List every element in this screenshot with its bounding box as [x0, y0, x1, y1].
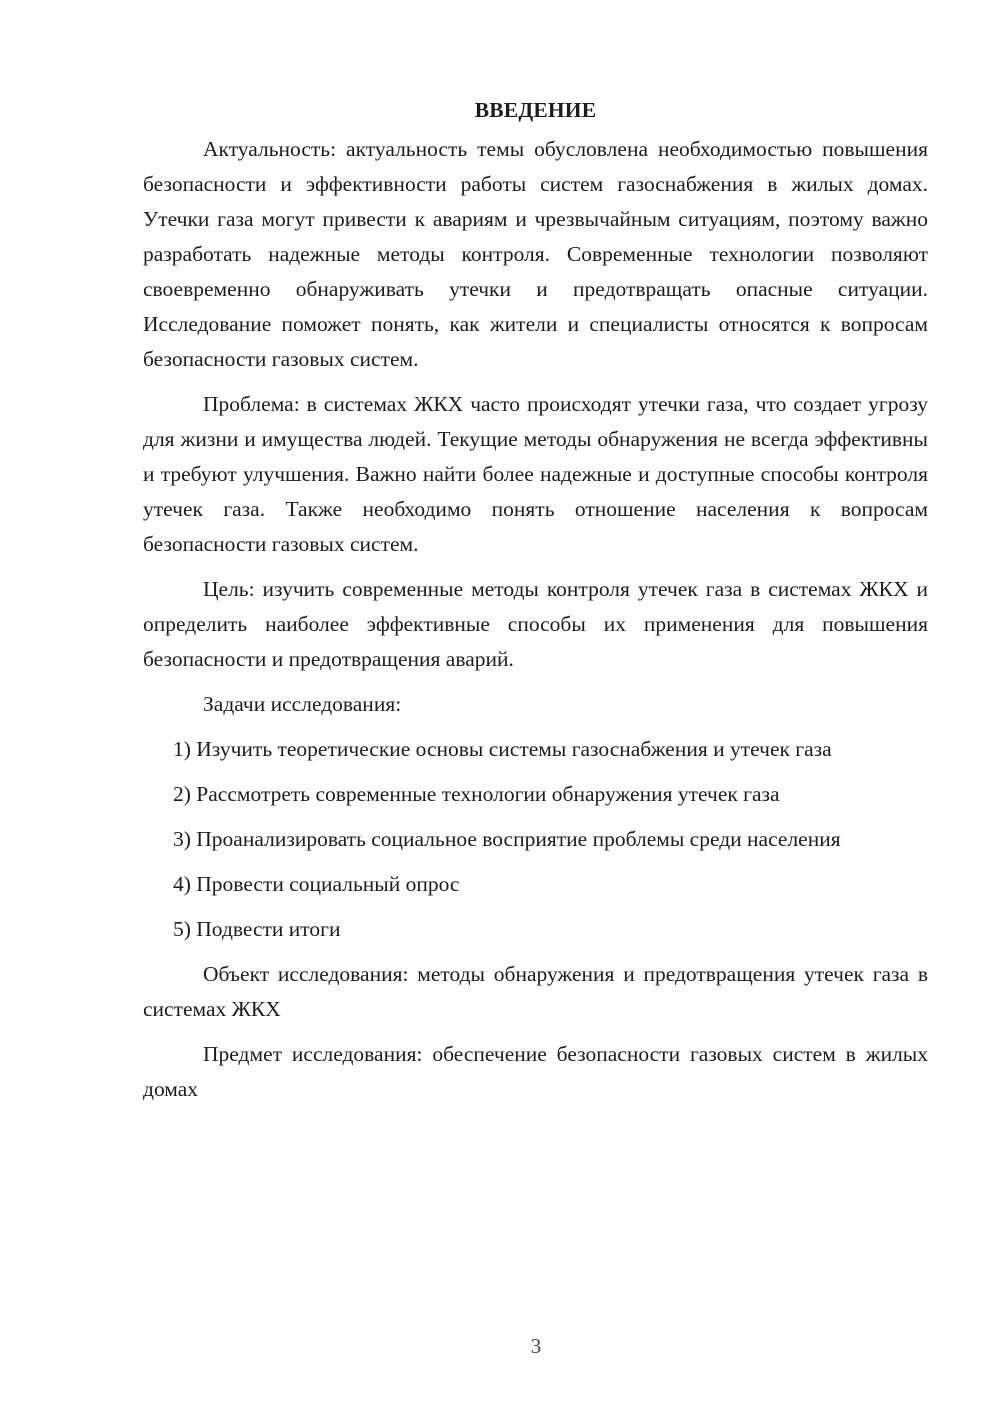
text-column	[143, 92, 928, 1117]
tasks-label: Задачи исследования:	[203, 692, 402, 716]
task-item-2: 2) Рассмотреть современные технологии обнаружения утечек газа	[173, 782, 780, 806]
page-number: 3	[530, 1334, 542, 1358]
subject-paragraph: Предмет исследования: обеспечение безопасности газовых систем в жилых домах	[143, 1042, 928, 1101]
relevance-paragraph: Актуальность: актуальность темы обусловлена необходимостью повышения безопасности и эффективности работы систем газоснабжения в жилых домах. Утечки газа могут привести к авариям и чрезвычайным ситуациям, поэтому важно разработать надежные методы контроля. Современные технологии позволяют своевременно обнаруживать утечки и предотвращать опасные ситуации. Исследование поможет понять, как жители и специалисты относятся к вопросам безопасности газовых систем.	[143, 137, 928, 371]
section-heading: ВВЕДЕНИЕ	[474, 98, 597, 122]
problem-paragraph: Проблема: в системах ЖКХ часто происходят утечки газа, что создает угрозу для жизни и имущества людей. Текущие методы обнаружения не всегда эффективны и требуют улучшения. Важно найти более надежные и доступные способы контроля утечек газа. Также необходимо понять отношение населения к вопросам безопасности газовых систем.	[143, 392, 928, 556]
task-item-5: 5) Подвести итоги	[173, 917, 341, 941]
task-item-4: 4) Провести социальный опрос	[173, 872, 460, 896]
goal-paragraph: Цель: изучить современные методы контроля утечек газа в системах ЖКХ и определить наиболее эффективные способы их применения для повышения безопасности и предотвращения аварий.	[143, 577, 928, 671]
task-item-1: 1) Изучить теоретические основы системы газоснабжения и утечек газа	[173, 737, 832, 761]
task-item-3: 3) Проанализировать социальное восприятие проблемы среди населения	[173, 827, 841, 851]
object-paragraph: Объект исследования: методы обнаружения и предотвращения утечек газа в системах ЖКХ	[143, 962, 928, 1021]
